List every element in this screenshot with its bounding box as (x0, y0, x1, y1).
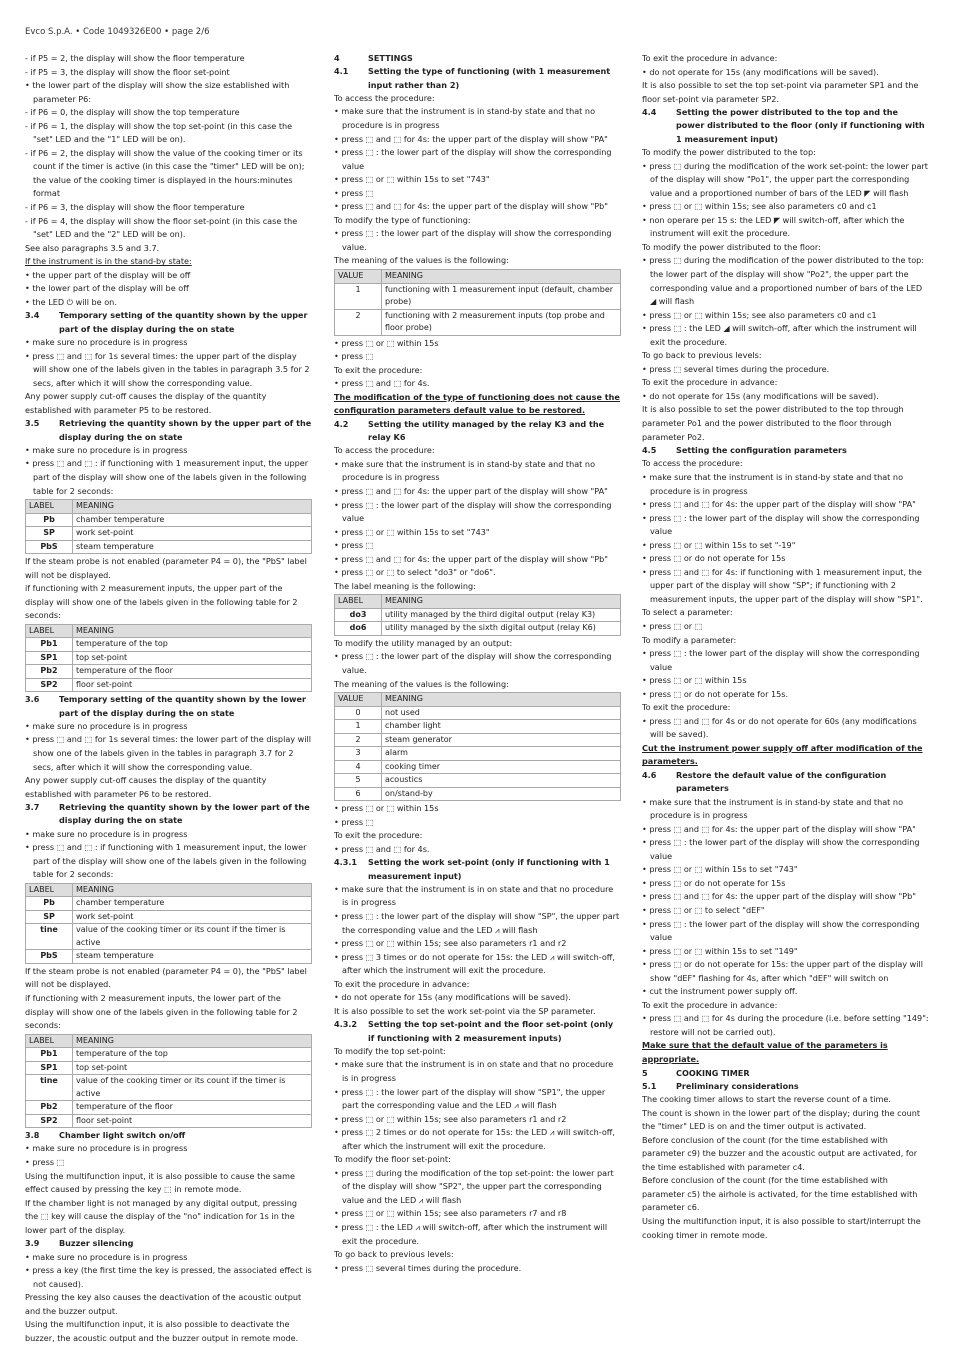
text-block (334, 444, 621, 593)
paragraph: • press ⬚ : the lower part of the display will show the corresponding value (642, 837, 920, 861)
text-block (25, 720, 312, 801)
paragraph: • do not operate for 15s (any modifications will be saved). (642, 66, 879, 77)
paragraph: To exit the procedure in advance: (642, 999, 778, 1010)
paragraph: • press ⬚ and ⬚ for 4s: the upper part of the display will show "PA" (642, 823, 916, 834)
table-row (335, 787, 621, 801)
paragraph: • press ⬚ (334, 540, 374, 551)
table-cell: utility managed by the sixth digital output (relay K6) (382, 622, 621, 636)
paragraph: • make sure that the instrument is in stand-by state and that no procedure is in progress (642, 796, 904, 821)
table-cell: Pb (26, 897, 73, 911)
paragraph: To exit the procedure: (334, 830, 423, 841)
column-3 (642, 52, 929, 1242)
paragraph: • press ⬚ : the lower part of the display will show the corresponding value (642, 512, 920, 537)
label-table (25, 499, 312, 554)
paragraph: • press ⬚ (334, 816, 374, 827)
table-cell: Pb2 (26, 665, 73, 679)
table-cell: temperature of the top (73, 1048, 312, 1062)
table-header: MEANING (73, 500, 312, 514)
section-heading: 4.3.2 Setting the top set-point and the floor set-point (only if functioning with 2 measurement inputs) (334, 1019, 614, 1043)
section-heading: 4.1 Setting the type of functioning (with 1 measurement input rather than 2) (334, 66, 611, 90)
paragraph: if functioning with 2 measurement inputs, the upper part of the display will show one of the labels given in the following table for 2 seconds: (25, 583, 298, 621)
table-header: VALUE (335, 270, 382, 284)
label-table (25, 624, 312, 693)
text-block (334, 92, 621, 268)
section-heading: 5 COOKING TIMER (642, 1067, 750, 1078)
section-heading: 3.8 Chamber light switch on/off (25, 1130, 186, 1141)
paragraph: • press ⬚ (334, 351, 374, 362)
section-heading: 3.5 Retrieving the quantity shown by the upper part of the display during the on state (25, 418, 312, 442)
paragraph: See also paragraphs 3.5 and 3.7. (25, 242, 160, 253)
text-block (25, 1251, 312, 1346)
section-heading: 4.4 Setting the power distributed to the top and the power distributed to the floor (only if functioning with 1 measurement input) (642, 107, 925, 144)
table-cell: do6 (335, 622, 382, 636)
table-cell: 3 (335, 747, 382, 761)
paragraph: if functioning with 2 measurement inputs, the lower part of the display will show one of the labels given in the following table for 2 seconds: (25, 993, 298, 1031)
section-heading: 4.2 Setting the utility managed by the relay K3 and the relay K6 (334, 418, 605, 443)
table-row (335, 309, 621, 335)
table-cell: do3 (335, 608, 382, 622)
paragraph: • make sure no procedure is in progress (25, 828, 188, 839)
table-row (26, 540, 312, 554)
table-cell: 0 (335, 706, 382, 720)
paragraph: • do not operate for 15s (any modifications will be saved). (334, 992, 571, 1003)
section-heading: 3.7 Retrieving the quantity shown by the lower part of the display during the on state (25, 802, 310, 826)
paragraph: • press ⬚ : the LED ◢ will switch-off, after which the instrument will exit the procedure. (642, 323, 917, 347)
paragraph: • press ⬚ during the modification of the power distributed to the top: the lower part of the display will show "Po2", the upper part the corresponding value and a proportioned number of bars of the LED ◢ will flash (642, 255, 925, 307)
paragraph: • press a key (the first time the key is pressed, the associated effect is not caused). (25, 1265, 312, 1289)
paragraph: • make sure no procedure is in progress (25, 720, 188, 731)
paragraph: Using the multifunction input, it is also possible to deactivate the buzzer, the acoustic output and the buzzer output in remote mode. (25, 1319, 299, 1343)
table-cell: utility managed by the third digital output (relay K3) (382, 608, 621, 622)
paragraph: The label meaning is the following: (334, 580, 476, 591)
table-cell: SP1 (26, 1061, 73, 1075)
paragraph: • press ⬚ or ⬚ within 15s to set "149" (642, 945, 798, 956)
paragraph: It is also possible to set the power distributed to the top through parameter Po1 and the power distributed to the floor through parameter Po2. (642, 404, 904, 442)
table-row (335, 774, 621, 788)
section-heading: 3.4 Temporary setting of the quantity shown by the upper part of the display during the on state (25, 310, 308, 334)
paragraph: • press ⬚ or ⬚ to select "dEF" (642, 904, 765, 915)
text-block (642, 146, 929, 444)
paragraph: • press ⬚ or ⬚ within 15s; see also parameters r1 and r2 (334, 938, 567, 949)
paragraph: • do not operate for 15s (any modifications will be saved). (642, 390, 879, 401)
paragraph: • press ⬚ and ⬚ for 4s: the upper part of the display will show "PA" (334, 133, 608, 144)
table-row (335, 706, 621, 720)
text-block (25, 444, 312, 498)
paragraph: • make sure that the instrument is in stand-by state and that no procedure is in progress (334, 458, 596, 483)
paragraph: To exit the procedure: (334, 364, 423, 375)
paragraph: • press ⬚ (25, 1157, 65, 1168)
text-block (25, 965, 312, 1033)
paragraph: • cut the instrument power supply off. (642, 986, 798, 997)
table-cell: alarm (382, 747, 621, 761)
paragraph: - if P6 = 2, the display will show the value of the cooking timer or its count if the timer is active (in this case the "timer" LED will be on); the value of the cooking timer is displayed in the hours:minutes format (25, 147, 305, 199)
table-row (335, 760, 621, 774)
text-block (334, 883, 621, 1018)
paragraph: • press ⬚ and ⬚ for 1s several times: the upper part of the display will show one of the labels given in the tables in paragraph 3.5 for 2 secs, after which it will show the corresponding value. (25, 350, 310, 388)
paragraph: • the LED ⏻ will be on. (25, 296, 117, 307)
paragraph: • the upper part of the display will be off (25, 269, 191, 280)
table-cell: chamber light (382, 720, 621, 734)
table-cell: PbS (26, 950, 73, 964)
text-block (25, 828, 312, 882)
paragraph: • press ⬚ : the lower part of the display will show the corresponding value (642, 648, 920, 672)
paragraph: • press ⬚ 3 times or do not operate for 15s: the LED ⩘ will switch-off, after which the instrument will exit the procedure. (334, 951, 615, 976)
table-cell: SP1 (26, 651, 73, 665)
paragraph: • press ⬚ or ⬚ within 15s (642, 675, 747, 686)
table-cell: SP (26, 910, 73, 924)
paragraph: To access the procedure: (334, 445, 435, 456)
paragraph: - if P5 = 3, the display will show the floor set-point (25, 66, 230, 77)
text-block (25, 1142, 312, 1237)
table-header: MEANING (73, 624, 312, 638)
text-block (334, 337, 621, 418)
paragraph: To exit the procedure in advance: (642, 53, 778, 63)
paragraph: • press ⬚ : the lower part of the display will show the corresponding value (642, 918, 920, 943)
section-heading: 4.5 Setting the configuration parameters (642, 445, 847, 456)
table-cell: Pb1 (26, 638, 73, 652)
paragraph: To access the procedure: (642, 458, 743, 469)
paragraph: • press ⬚ and ⬚ : if functioning with 1 measurement input, the lower part of the display will show one of the labels given in the following table for 2 seconds: (25, 842, 307, 880)
table-header: LABEL (26, 883, 73, 897)
section-heading: 4 SETTINGS (334, 53, 413, 63)
table-row (26, 665, 312, 679)
table-row (26, 1101, 312, 1115)
text-block (334, 637, 621, 691)
table-row (26, 1114, 312, 1128)
text-block (334, 1045, 621, 1275)
table-row (26, 513, 312, 527)
table-header: LABEL (26, 1034, 73, 1048)
paragraph: To select a parameter: (642, 607, 733, 618)
table-header: MEANING (382, 270, 621, 284)
paragraph: It is also possible to set the top set-point via parameter SP1 and the floor set-point via parameter SP2. (642, 80, 919, 104)
paragraph: • press ⬚ or ⬚ within 15s to set "743" (642, 864, 798, 875)
text-block (642, 457, 929, 769)
paragraph: • press ⬚ or ⬚ (642, 620, 703, 631)
paragraph: - if P6 = 3, the display will show the floor temperature (25, 202, 245, 213)
text-block (25, 336, 312, 417)
table-cell: PbS (26, 540, 73, 554)
paragraph: To modify a parameter: (642, 634, 737, 645)
paragraph: • press ⬚ : the lower part of the display will show the corresponding value (334, 499, 612, 524)
text-block (25, 52, 312, 309)
paragraph: Before conclusion of the count (for the time established with parameter c9) the buzzer and the acoustic output are activated, for the time established with parameter c4. (642, 1134, 918, 1172)
paragraph: • press ⬚ during the modification of the top set-point: the lower part of the display will show "SP2", the upper part the corresponding value and the LED ⩘ will flash (334, 1167, 614, 1205)
table-cell: SP2 (26, 1114, 73, 1128)
paragraph: Pressing the key also causes the deactivation of the acoustic output and the buzzer output. (25, 1292, 302, 1316)
page-header: Evco S.p.A. • Code 1049326E00 • page 2/6 (25, 27, 210, 37)
table-cell: chamber temperature (73, 897, 312, 911)
paragraph: • make sure no procedure is in progress (25, 444, 188, 455)
table-cell: Pb (26, 513, 73, 527)
paragraph: • the lower part of the display will be off (25, 283, 189, 294)
column-1 (25, 52, 312, 1345)
table-cell: chamber temperature (73, 513, 312, 527)
paragraph: To modify the power distributed to the floor: (642, 241, 821, 252)
table-cell: SP2 (26, 678, 73, 692)
table-row (26, 651, 312, 665)
table-cell: work set-point (73, 910, 312, 924)
paragraph: • make sure no procedure is in progress (25, 336, 188, 347)
paragraph: • the lower part of the display will show the size established with parameter P6: (25, 80, 290, 104)
paragraph: Any power supply cut-off causes the display of the quantity established with parameter P6 to be restored. (25, 775, 267, 799)
label-table (334, 594, 621, 636)
table-cell: functioning with 2 measurement inputs (top probe and floor probe) (382, 309, 621, 335)
paragraph: • press ⬚ or ⬚ within 15s to set "743" (334, 174, 490, 185)
table-cell: 4 (335, 760, 382, 774)
paragraph: • press ⬚ : the lower part of the display will show "SP", the upper part the corresponding value and the LED ⩘ will flash (334, 910, 620, 935)
text-block (642, 52, 929, 106)
paragraph: To modify the type of functioning: (334, 214, 471, 225)
table-cell: cooking timer (382, 760, 621, 774)
table-row (335, 747, 621, 761)
table-row (26, 910, 312, 924)
table-cell: floor set-point (73, 1114, 312, 1128)
table-cell: not used (382, 706, 621, 720)
table-cell: steam generator (382, 733, 621, 747)
table-cell: top set-point (73, 651, 312, 665)
table-header: MEANING (382, 595, 621, 609)
paragraph: • press ⬚ and ⬚ for 4s or do not operate for 60s (any modifications will be saved). (642, 715, 917, 740)
table-cell: steam temperature (73, 950, 312, 964)
paragraph: The meaning of the values is the following: (334, 255, 509, 266)
table-row (26, 1048, 312, 1062)
paragraph: • make sure no procedure is in progress (25, 1143, 188, 1154)
section-heading: 4.3.1 Setting the work set-point (only if functioning with 1 measurement input) (334, 857, 610, 881)
table-cell: work set-point (73, 527, 312, 541)
paragraph: • press ⬚ or ⬚ within 15s; see also parameters r7 and r8 (334, 1208, 567, 1219)
paragraph: • press ⬚ during the modification of the work set-point: the lower part of the display will show "Po1", the upper part the corresponding value and a proportioned number of bars of the LED ◤ will flash (642, 160, 928, 198)
paragraph: - if P6 = 0, the display will show the top temperature (25, 107, 240, 118)
paragraph: • press ⬚ and ⬚ : if functioning with 1 measurement input, the upper part of the display will show one of the labels given in the following table for 2 seconds: (25, 458, 309, 496)
paragraph: Using the multifunction input, it is also possible to cause the same effect caused by pressing the key ⬚ in remote mode. (25, 1170, 295, 1195)
paragraph: Using the multifunction input, it is also possible to start/interrupt the cooking timer in remote mode. (642, 1216, 921, 1240)
paragraph: To go back to previous levels: (334, 1249, 454, 1260)
paragraph: To modify the power distributed to the top: (642, 147, 816, 158)
paragraph: • press ⬚ : the LED ⩘ will switch-off, after which the instrument will exit the procedure. (334, 1222, 608, 1246)
paragraph: To exit the procedure in advance: (334, 978, 470, 989)
table-row (26, 1075, 312, 1101)
table-row (335, 608, 621, 622)
section-heading: 3.6 Temporary setting of the quantity shown by the lower part of the display during the on state (25, 694, 306, 718)
table-cell: floor set-point (73, 678, 312, 692)
paragraph: • press ⬚ several times during the procedure. (642, 363, 830, 374)
table-cell: acoustics (382, 774, 621, 788)
table-cell: value of the cooking timer or its count if the timer is active (73, 924, 312, 950)
paragraph: Cut the instrument power supply off after modification of the parameters. (642, 742, 923, 767)
paragraph: To exit the procedure: (642, 702, 731, 713)
text-block (642, 796, 929, 1067)
paragraph: • press ⬚ or do not operate for 15s. (642, 688, 789, 699)
paragraph: If the steam probe is not enabled (parameter P4 = 0), the "PbS" label will not be displayed. (25, 556, 307, 580)
paragraph: • press ⬚ and ⬚ for 4s. (334, 378, 430, 389)
table-row (26, 678, 312, 692)
paragraph: • press ⬚ or ⬚ within 15s to set "-19" (642, 539, 796, 550)
paragraph: • press ⬚ 2 times or do not operate for 15s: the LED ⩘ will switch-off, after which the instrument will exit the procedure. (334, 1127, 615, 1151)
table-row (335, 733, 621, 747)
paragraph: Before conclusion of the count (for the time established with parameter c5) the airhole is activated, for the time established with parameter c6. (642, 1175, 918, 1213)
paragraph: • press ⬚ and ⬚ for 4s: the upper part of the display will show "Pb" (642, 891, 916, 902)
paragraph: If the steam probe is not enabled (parameter P4 = 0), the "PbS" label will not be displayed. (25, 965, 307, 990)
paragraph: • press ⬚ and ⬚ for 4s: the upper part of the display will show "PA" (334, 486, 608, 497)
table-header: LABEL (26, 624, 73, 638)
section-heading: 5.1 Preliminary considerations (642, 1080, 799, 1091)
table-cell: tine (26, 924, 73, 950)
value-table (334, 692, 621, 801)
paragraph: • press ⬚ (334, 187, 374, 198)
table-row (26, 638, 312, 652)
paragraph: • press ⬚ and ⬚ for 4s: the upper part of the display will show "PA" (642, 499, 916, 510)
paragraph: To modify the utility managed by an output: (334, 637, 513, 648)
table-cell: top set-point (73, 1061, 312, 1075)
table-cell: 5 (335, 774, 382, 788)
paragraph: • press ⬚ or ⬚ within 15s (334, 803, 439, 814)
paragraph: • make sure that the instrument is in stand-by state and that no procedure is in progress (642, 471, 904, 496)
section-heading: 3.9 Buzzer silencing (25, 1238, 134, 1249)
table-cell: 2 (335, 309, 382, 335)
table-cell: temperature of the floor (73, 1101, 312, 1115)
table-cell: temperature of the floor (73, 665, 312, 679)
text-block (334, 802, 621, 856)
paragraph: • press ⬚ : the lower part of the display will show "SP1", the upper part the corresponding value and the LED ⩘ will flash (334, 1086, 606, 1111)
paragraph: Make sure that the default value of the parameters is appropriate. (642, 1040, 888, 1064)
paragraph: • press ⬚ or ⬚ within 15s; see also parameters r1 and r2 (334, 1113, 567, 1124)
label-table (25, 1034, 312, 1129)
paragraph: • press ⬚ : the lower part of the display will show the corresponding value (334, 147, 612, 171)
paragraph: • press ⬚ : the lower part of the display will show the corresponding value. (334, 228, 612, 252)
paragraph: - if P6 = 4, the display will show the floor set-point (in this case the "set" LED and the "2" LED will be on). (25, 215, 298, 240)
table-cell: Pb1 (26, 1048, 73, 1062)
paragraph: • press ⬚ or ⬚ within 15s; see also parameters c0 and c1 (642, 201, 877, 212)
paragraph: The cooking timer allows to start the reverse count of a time. (642, 1094, 891, 1105)
table-header: LABEL (335, 595, 382, 609)
text-block (25, 555, 312, 623)
paragraph: • press ⬚ and ⬚ for 4s: if functioning with 1 measurement input, the upper part of the display will show "SP"; if functioning with 2 measurement inputs, the upper part of the display will show "SP1". (642, 566, 923, 604)
paragraph: • non operare per 15 s: the LED ◤ will switch-off, after which the instrument will exit the procedure. (642, 214, 905, 239)
paragraph: • make sure no procedure is in progress (25, 1251, 188, 1262)
paragraph: • press ⬚ several times during the procedure. (334, 1262, 522, 1273)
paragraph: • press ⬚ and ⬚ for 4s: the upper part of the display will show "Pb" (334, 553, 608, 564)
table-row (26, 950, 312, 964)
paragraph: Any power supply cut-off causes the display of the quantity established with parameter P5 to be restored. (25, 391, 267, 415)
column-2 (334, 52, 621, 1275)
table-cell: 1 (335, 720, 382, 734)
table-cell: functioning with 1 measurement input (default, chamber probe) (382, 283, 621, 309)
table-cell: value of the cooking timer or its count if the timer is active (73, 1075, 312, 1101)
table-cell: SP (26, 527, 73, 541)
paragraph: • make sure that the instrument is in on state and that no procedure is in progress (334, 883, 614, 908)
table-cell: 2 (335, 733, 382, 747)
table-header: LABEL (26, 500, 73, 514)
paragraph: • make sure that the instrument is in on state and that no procedure is in progress (334, 1059, 614, 1084)
paragraph: To modify the floor set-point: (334, 1154, 451, 1165)
paragraph: • press ⬚ and ⬚ for 4s during the procedure (i.e. before setting "149": restore will not be carried out). (642, 1013, 929, 1037)
paragraph: To go back to previous levels: (642, 350, 762, 361)
paragraph: The count is shown in the lower part of the display; during the count the "timer" LED is on and the timer output is activated. (642, 1107, 921, 1132)
paragraph: • press ⬚ or do not operate for 15s (642, 877, 786, 888)
paragraph: The meaning of the values is the following: (334, 678, 509, 689)
table-cell: 1 (335, 283, 382, 309)
table-row (335, 622, 621, 636)
paragraph: To exit the procedure in advance: (642, 377, 778, 388)
paragraph: • press ⬚ or ⬚ within 15s to set "743" (334, 526, 490, 537)
table-header: MEANING (73, 883, 312, 897)
paragraph: • press ⬚ : the lower part of the display will show the corresponding value. (334, 651, 612, 675)
paragraph: • press ⬚ and ⬚ for 4s: the upper part of the display will show "Pb" (334, 201, 608, 212)
text-block (642, 1093, 929, 1242)
paragraph: • make sure that the instrument is in stand-by state and that no procedure is in progress (334, 106, 596, 130)
paragraph: - if P5 = 2, the display will show the floor temperature (25, 53, 245, 63)
paragraph: To modify the top set-point: (334, 1045, 446, 1056)
table-row (26, 527, 312, 541)
paragraph: • press ⬚ and ⬚ for 1s several times: the lower part of the display will show one of the labels given in the tables in paragraph 3.7 for 2 secs, after which it will show the corresponding value. (25, 734, 312, 772)
table-cell: 6 (335, 787, 382, 801)
table-cell: tine (26, 1075, 73, 1101)
paragraph: • press ⬚ or ⬚ to select "do3" or "do6". (334, 567, 496, 578)
paragraph: - if P6 = 1, the display will show the top set-point (in this case the "set" LED and the "1" LED will be on). (25, 120, 293, 145)
section-heading: 4.6 Restore the default value of the configuration parameters (642, 769, 887, 794)
paragraph: The modification of the type of functioning does not cause the configuration parameters default value to be restored. (334, 391, 620, 416)
table-row (335, 720, 621, 734)
value-table (334, 269, 621, 336)
table-header: MEANING (382, 693, 621, 707)
table-cell: Pb2 (26, 1101, 73, 1115)
paragraph: If the chamber light is not managed by any digital output, pressing the ⬚ key will cause the display of the "no" indication for 1s in the lower part of the display. (25, 1197, 297, 1235)
paragraph: It is also possible to set the work set-point via the SP parameter. (334, 1005, 596, 1016)
table-cell: on/stand-by (382, 787, 621, 801)
paragraph: • press ⬚ or ⬚ within 15s (334, 337, 439, 348)
paragraph: • press ⬚ or ⬚ within 15s; see also parameters c0 and c1 (642, 309, 877, 320)
label-table (25, 883, 312, 964)
table-cell: steam temperature (73, 540, 312, 554)
paragraph: To access the procedure: (334, 92, 435, 103)
table-cell: temperature of the top (73, 638, 312, 652)
table-header: VALUE (335, 693, 382, 707)
table-row (26, 924, 312, 950)
paragraph: If the instrument is in the stand-by state: (25, 256, 192, 267)
paragraph: • press ⬚ or do not operate for 15s: the upper part of the display will show "dEF" flashing for 4s, after which "dEF" will switch on (642, 959, 924, 983)
paragraph: • press ⬚ or do not operate for 15s (642, 553, 786, 564)
paragraph: • press ⬚ and ⬚ for 4s. (334, 843, 430, 854)
table-header: MEANING (73, 1034, 312, 1048)
table-row (26, 1061, 312, 1075)
table-row (26, 897, 312, 911)
table-row (335, 283, 621, 309)
